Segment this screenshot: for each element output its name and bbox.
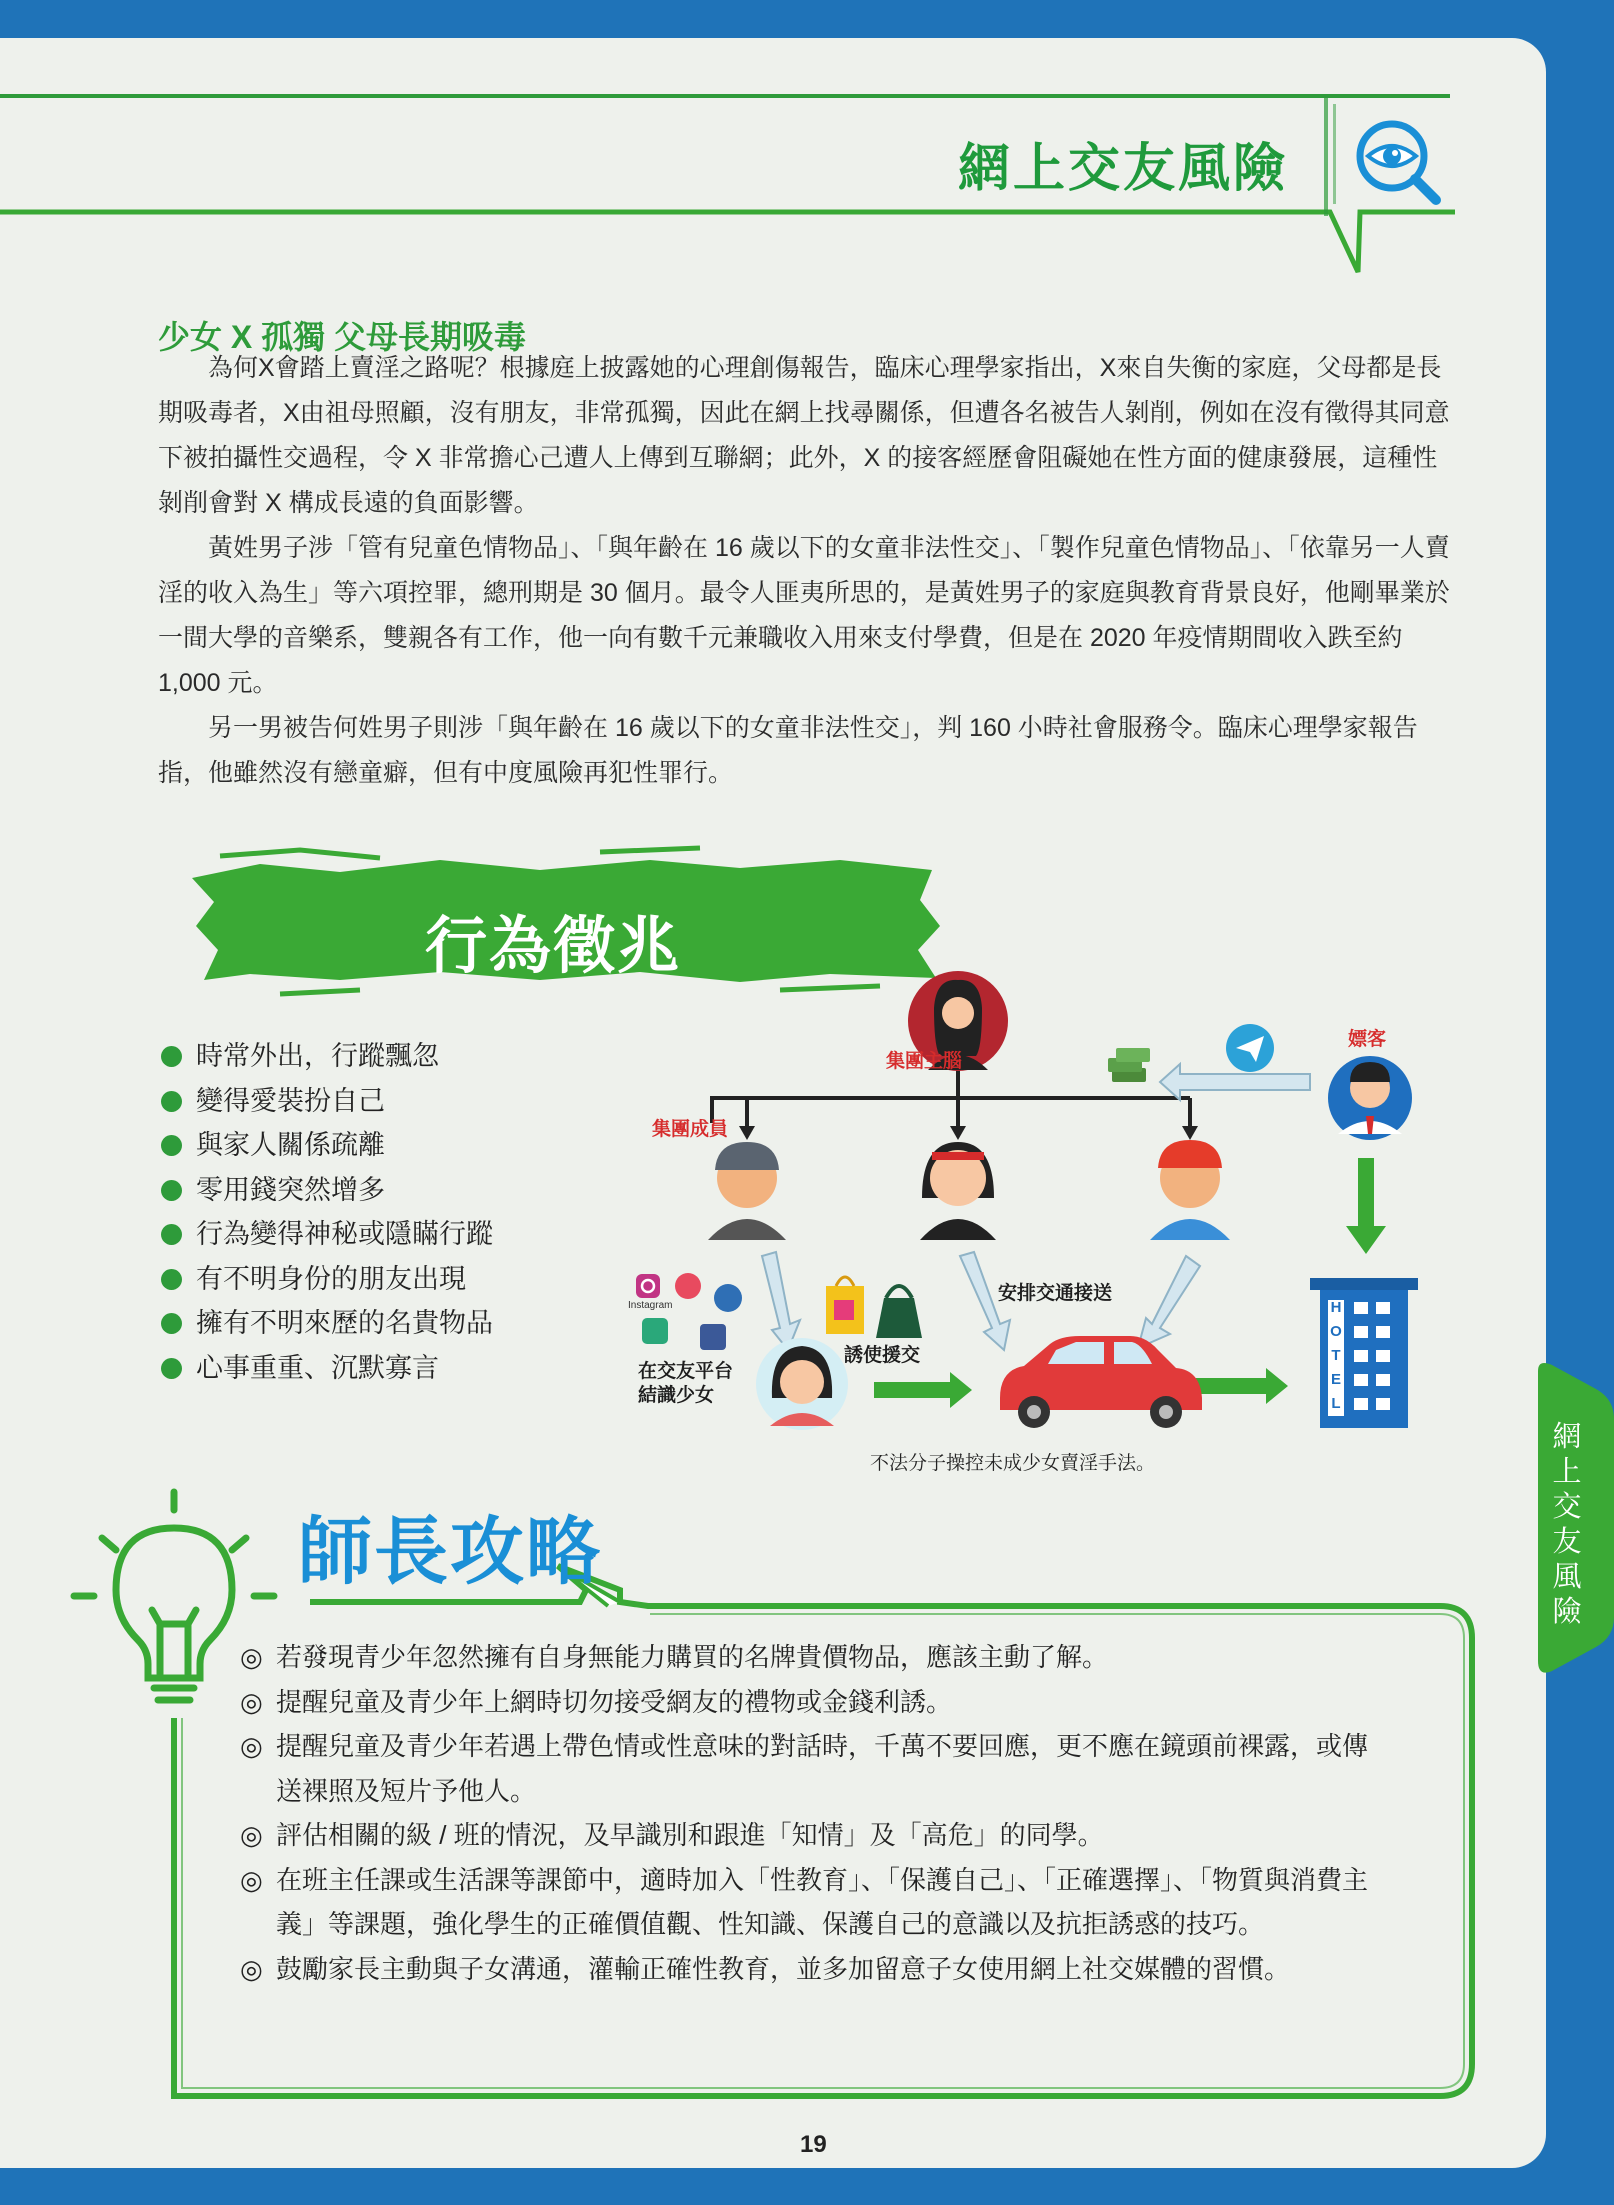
list-item: 與家人關係疏離 xyxy=(158,1123,493,1168)
tip-item: ◎ 提醒兒童及青少年上網時切勿接受網友的禮物或金錢利誘。 xyxy=(240,1680,1390,1725)
list-item: 心事重重、沉默寡言 xyxy=(158,1346,493,1391)
svg-text:H: H xyxy=(1330,1299,1342,1316)
svg-text:E: E xyxy=(1330,1371,1342,1388)
bullet-dot xyxy=(161,1224,182,1245)
header-decoration xyxy=(0,38,1546,338)
tip-marker: ◎ xyxy=(240,1953,263,1984)
label-transport: 安排交通接送 xyxy=(998,1283,1113,1304)
tip-marker: ◎ xyxy=(240,1731,263,1761)
list-item: 零用錢突然增多 xyxy=(158,1168,493,1213)
tip-marker: ◎ xyxy=(240,1864,263,1895)
exploitation-diagram xyxy=(620,958,1450,1438)
case-heading: 少女 X 孤獨 父母長期吸毒 xyxy=(158,319,527,355)
header-title: 網上交友風險 xyxy=(958,140,1289,198)
svg-text:L: L xyxy=(1331,1395,1341,1412)
label-client: 嫖客 xyxy=(1348,1029,1387,1050)
tinder-icon xyxy=(675,1273,701,1299)
tips-title: 師長攻略 xyxy=(298,1510,602,1593)
tip-marker: ◎ xyxy=(240,1686,263,1717)
grindr-icon xyxy=(714,1284,742,1312)
case-paragraph-3: 另一男被告何姓男子則涉「與年齡在 16 歲以下的女童非法性交」，判 160 小時社會服務令。臨床心理學家報告指，他雖然沒有戀童癖，但有中度風險再犯性罪行。 xyxy=(158,714,1418,787)
bullet-dot xyxy=(161,1180,182,1201)
svg-text:T: T xyxy=(1331,1347,1341,1364)
tip-item: ◎ 評估相關的級 / 班的情況，及早識別和跟進「知情」及「高危」的同學。 xyxy=(240,1813,1390,1858)
case-paragraph-2: 黃姓男子涉「管有兒童色情物品」、「與年齡在 16 歲以下的女童非法性交」、「製作兒童色情物品」、「依靠另一人賣淫的收入為生」等六項控罪，總刑期是 30 個月。最令人匪夷所思的，是黃姓男子的家庭與教育背景良好，他剛畢業於一間大學的音樂系，雙親各有工作，他一向有數千元兼職收入用來支付學費，但是在 2020 年疫情期間收入跌至約 1,000 元。 xyxy=(158,534,1450,697)
signs-list xyxy=(158,1034,493,1390)
tip-item: ◎ 若發現青少年忽然擁有自身無能力購買的名牌貴價物品，應該主動了解。 xyxy=(240,1635,1390,1680)
signs-title: 行為徵兆 xyxy=(425,912,682,981)
case-paragraph-1: 為何X會踏上賣淫之路呢？根據庭上披露她的心理創傷報告，臨床心理學家指出，X來自失衡的家庭，父母都是長期吸毒者，X由祖母照顧，沒有朋友，非常孤獨，因此在網上找尋關係，但遭各名被告人剝削，例如在沒有徵得其同意下被拍攝性交過程，令 X 非常擔心己遭人上傳到互聯網；此外，X 的接客經歷會阻礙她在性方面的健康發展，這種性剝削會對 X 構成長遠的負面影響。 xyxy=(158,354,1450,517)
bullet-dot xyxy=(161,1135,182,1156)
bullet-dot xyxy=(161,1046,182,1067)
list-item: 行為變得神秘或隱瞞行蹤 xyxy=(158,1212,493,1257)
app-icon xyxy=(642,1318,668,1344)
tip-marker: ◎ xyxy=(240,1820,263,1850)
svg-text:O: O xyxy=(1330,1323,1342,1340)
list-item: 變得愛裝扮自己 xyxy=(158,1079,493,1124)
page-number: 19 xyxy=(800,2131,827,2158)
bullet-dot xyxy=(161,1091,182,1112)
list-item: 時常外出，行蹤飄忽 xyxy=(158,1034,493,1079)
case-body xyxy=(158,346,1458,796)
tip-item: ◎ 在班主任課或生活課等課節中，適時加入「性教育」、「保護自己」、「正確選擇」、「物質與消費主義」等課題，強化學生的正確價值觀、性知識、保護自己的意識以及抗拒誘惑的技巧。 xyxy=(240,1858,1390,1947)
label-members: 集團成員 xyxy=(652,1119,729,1140)
bullet-dot xyxy=(161,1358,182,1379)
member-2 xyxy=(920,1142,996,1240)
page xyxy=(0,38,1546,2168)
eye-magnifier-icon xyxy=(1352,116,1442,206)
label-leader: 集團主腦 xyxy=(886,1051,963,1072)
bullet-dot xyxy=(161,1313,182,1334)
car-icon xyxy=(1000,1336,1202,1428)
list-item: 擁有不明來歷的名貴物品 xyxy=(158,1301,493,1346)
tips-list xyxy=(240,1635,1390,1991)
bullet-dot xyxy=(161,1269,182,1290)
member-1 xyxy=(708,1142,786,1240)
member-3 xyxy=(1150,1140,1230,1240)
tip-item: ◎ 鼓勵家長主動與子女溝通，灌輸正確性教育，並多加留意子女使用網上社交媒體的習慣。 xyxy=(240,1947,1390,1992)
hotel-icon xyxy=(1310,1278,1418,1428)
label-meet: 在交友平台 結識少女 xyxy=(638,1361,734,1406)
list-item: 有不明身份的朋友出現 xyxy=(158,1257,493,1302)
handbag-icon xyxy=(876,1298,922,1338)
side-tab-label: 網上交友風險 xyxy=(1552,1421,1582,1628)
label-instagram: Instagram xyxy=(628,1300,673,1311)
instagram-icon xyxy=(636,1274,660,1298)
label-lure: 誘使援交 xyxy=(844,1345,921,1366)
tip-marker: ◎ xyxy=(240,1642,263,1672)
facebook-icon xyxy=(700,1324,726,1350)
tip-item: ◎ 提醒兒童及青少年若遇上帶色情或性意味的對話時，千萬不要回應，更不應在鏡頭前裸露，或傳送裸照及短片予他人。 xyxy=(240,1724,1390,1813)
diagram-caption: 不法分子操控未成少女賣淫手法。 xyxy=(870,1453,1156,1474)
